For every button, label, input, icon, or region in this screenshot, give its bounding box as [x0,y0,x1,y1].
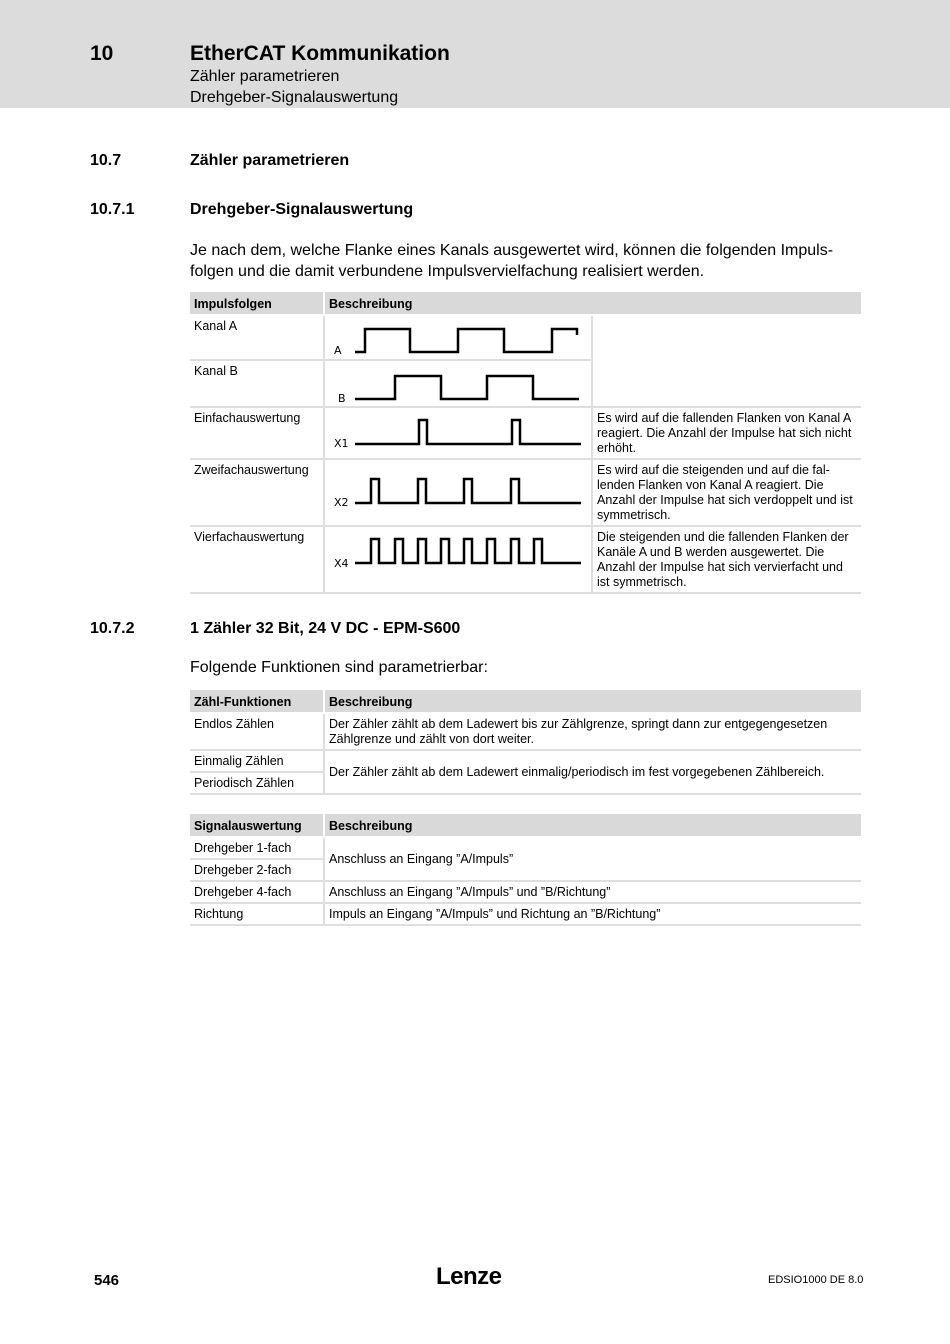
row-label: Drehgeber 4-fach [190,881,324,903]
waveform-a [325,316,591,359]
table-row [190,750,861,772]
page-number: 546 [94,1272,120,1289]
row-label: Drehgeber 1-fach [190,837,324,859]
column-header: Impulsfolgen [190,292,324,315]
chapter-number: 10 [90,42,114,65]
chapter-subtitle-1: Zähler parametrieren [190,68,340,85]
row-label: Zweifachauswertung [190,459,324,526]
table-header-row [190,292,861,315]
column-header: Beschreibung [324,814,861,837]
row-label: Vierfachauswertung [190,526,324,593]
chapter-subtitle-2: Drehgeber-Signalauswertung [190,89,399,106]
row-description: Die steigenden und die fallenden Flanken der Kanäle A und B werden ausgewertet. Die Anzahl der Impulse hat sich vervierfacht und ist symmetrisch. [592,526,861,593]
waveform-x4 [325,527,591,589]
table-header-row [190,814,861,837]
waveform-cell [324,407,592,459]
section-number: 10.7 [90,152,122,169]
row-label: Einmalig Zählen [190,750,324,772]
row-description: Impuls an Eingang ”A/Impuls” und Richtung an ”B/Richtung” [324,903,861,925]
waveform-x1 [325,408,591,458]
signal-label: X2 [334,496,349,509]
row-description: Anschluss an Eingang ”A/Impuls” und ”B/Richtung” [324,881,861,903]
intro-paragraph: Je nach dem, welche Flanke eines Kanals ausgewertet wird, können die folgenden Impuls- folgen und die damit verbundene Impulsvervielfachung realisiert werden. [190,242,834,280]
subsection-number: 10.7.2 [90,620,135,637]
table-row [190,903,861,925]
logo-text: Lenze [436,1263,502,1290]
row-label: Kanal A [190,315,324,360]
chapter-title: EtherCAT Kommunikation [190,42,450,65]
table-header-row [190,690,861,713]
row-description: Anschluss an Eingang ”A/Impuls” [324,837,861,881]
empty-description [592,315,861,407]
row-label: Richtung [190,903,324,925]
subsection-title: Drehgeber-Signalauswertung [190,201,414,218]
header-band [0,0,950,108]
waveform-cell [324,526,592,593]
row-description: Der Zähler zählt ab dem Ladewert bis zur Zählgrenze, springt dann zur entgegengesetzen Zählgrenze und zählt von dort weiter. [324,713,861,750]
pulse-table [190,292,861,594]
waveform-cell [324,360,592,407]
count-functions-table [190,690,861,795]
row-label: Kanal B [190,360,324,407]
document-id: EDSIO1000 DE 8.0 [768,1274,864,1286]
column-header: Zähl-Funktionen [190,690,324,713]
intro-paragraph: Folgende Funktionen sind parametrierbar: [190,659,488,676]
row-label: Drehgeber 2-fach [190,859,324,881]
waveform-cell [324,459,592,526]
lenze-logo [436,1262,516,1295]
signal-label: X4 [334,557,349,570]
row-label: Einfachauswertung [190,407,324,459]
table-row [190,526,861,593]
waveform-cell [324,315,592,360]
table-row [190,459,861,526]
signal-label: X1 [334,437,349,450]
signal-label: B [338,392,346,405]
signal-evaluation-table [190,814,861,926]
table-row [190,713,861,750]
table-row [190,837,861,859]
lenze-logo-mark [436,1262,516,1290]
subsection-number: 10.7.1 [90,201,135,218]
waveform-b [325,361,591,406]
row-label: Periodisch Zählen [190,772,324,794]
row-description: Es wird auf die fallenden Flanken von Kanal A reagiert. Die Anzahl der Impulse hat sich nicht erhöht. [592,407,861,459]
column-header: Beschreibung [324,292,861,315]
table-row [190,881,861,903]
column-header: Beschreibung [324,690,861,713]
signal-label: A [334,344,342,357]
waveform-x2 [325,460,591,524]
row-label: Endlos Zählen [190,713,324,750]
section-title: Zähler parametrieren [190,152,350,169]
table-row [190,315,861,360]
column-header: Signalauswertung [190,814,324,837]
row-description: Es wird auf die steigenden und auf die fal- lenden Flanken von Kanal A reagiert. Die Anzahl der Impulse hat sich verdoppelt und ist symmetrisch. [592,459,861,526]
table-row [190,407,861,459]
subsection-title: 1 Zähler 32 Bit, 24 V DC - EPM-S600 [190,620,461,637]
row-description: Der Zähler zählt ab dem Ladewert einmalig/periodisch im fest vorgegebenen Zählbereich. [324,750,861,794]
